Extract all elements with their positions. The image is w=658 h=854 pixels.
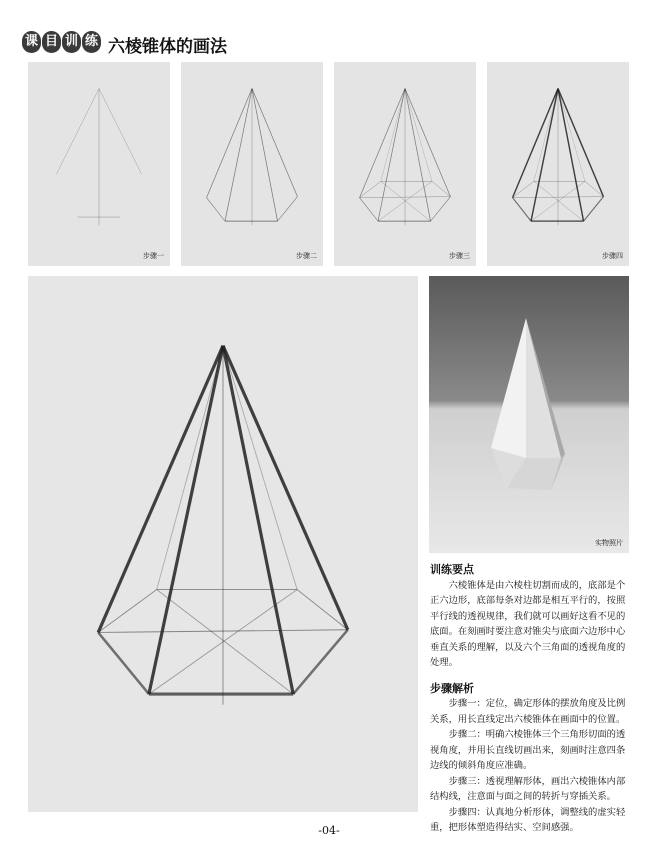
sketch-line: [360, 198, 378, 221]
sketch-line: [405, 89, 431, 222]
step-paragraph: 步骤三：透视理解形体，画出六棱锥体内部结构线，注意面与面之间的转折与穿插关系。: [430, 775, 626, 802]
sketch-line: [558, 89, 603, 197]
sketch-line: [223, 346, 293, 694]
step-caption: 步骤二: [296, 252, 317, 260]
badge-char: 练: [82, 31, 101, 53]
step-4-drawing: [487, 62, 629, 266]
sketch-line: [223, 346, 297, 590]
badge-char: 课: [22, 31, 41, 53]
pyramid-sketch: [334, 62, 476, 266]
step-caption: 步骤三: [449, 252, 470, 260]
sketch-line: [56, 89, 99, 175]
section-body: 六棱锥体是由六棱柱切割而成的，底部是个正六边形，底部每条对边都是相互平行的，按照平行线的透视规律，我们就可以画好这看不见的底面。在刻画时要注意对锥尖与底面六边形中心垂直关系的理解，以及六个三角面的透视角度的处理。: [430, 579, 626, 668]
text-block: [430, 562, 630, 836]
sketch-line: [513, 198, 531, 221]
step-3-drawing: [334, 62, 476, 266]
sketch-line: [207, 198, 225, 221]
step-caption: 步骤四: [602, 252, 623, 260]
sketch-line: [534, 181, 584, 221]
step-paragraph: 步骤一：定位，确定形体的摆放角度及比例关系，用长直线定出六棱锥体在画面中的位置。: [430, 698, 626, 725]
sketch-line: [378, 89, 405, 222]
sketch-line: [558, 89, 584, 222]
sketch-line: [432, 181, 450, 196]
pyramid-sketch: [487, 62, 629, 266]
sketch-line: [157, 590, 294, 695]
sketch-line: [157, 346, 223, 590]
pyramid-sketch: [28, 62, 170, 266]
sketch-line: [381, 181, 431, 221]
pyramid-sketch: [181, 62, 323, 266]
step-caption: 步骤一: [143, 252, 164, 260]
page-number: -04-: [318, 824, 340, 837]
photo-caption: 实物照片: [595, 539, 623, 547]
sketch-line: [149, 346, 223, 694]
sketch-line: [99, 89, 142, 175]
sketch-line: [405, 89, 450, 197]
reference-photo: [429, 276, 629, 553]
step-1-drawing: [28, 62, 170, 266]
sketch-line: [584, 197, 604, 221]
step-paragraph: 步骤四：认真地分析形体，调整线的虚实轻重，把形体塑造得结实、空间感强。: [430, 806, 626, 833]
sketch-line: [531, 89, 558, 222]
step-2-drawing: [181, 62, 323, 266]
section-heading: 步骤解析: [430, 681, 474, 695]
sketch-line: [223, 346, 348, 630]
sketch-line: [252, 89, 297, 197]
sketch-line: [293, 630, 348, 694]
sketch-line: [558, 89, 585, 182]
sketch-line: [252, 89, 278, 222]
sketch-line: [225, 89, 252, 222]
sketch-line: [278, 197, 298, 221]
sketch-line: [207, 89, 252, 198]
sketch-line: [534, 89, 558, 182]
pyramid-photo: [429, 276, 629, 553]
main-drawing: [28, 276, 418, 812]
badge-char: 训: [62, 31, 81, 53]
pyramid-sketch: [28, 276, 418, 812]
badge-char: 目: [42, 31, 61, 53]
lesson-badge: [22, 31, 101, 53]
sketch-line: [98, 632, 149, 694]
sketch-line: [431, 197, 451, 221]
page-title: 六棱锥体的画法: [108, 37, 227, 57]
sketch-line: [381, 89, 405, 182]
step-paragraph: 步骤二：明确六棱锥体三个三角形切面的透视角度，并用长直线切画出来，刻画时注意四条边线的倾斜角度应准确。: [430, 729, 626, 771]
section-heading: 训练要点: [430, 563, 474, 576]
sketch-line: [405, 89, 432, 182]
